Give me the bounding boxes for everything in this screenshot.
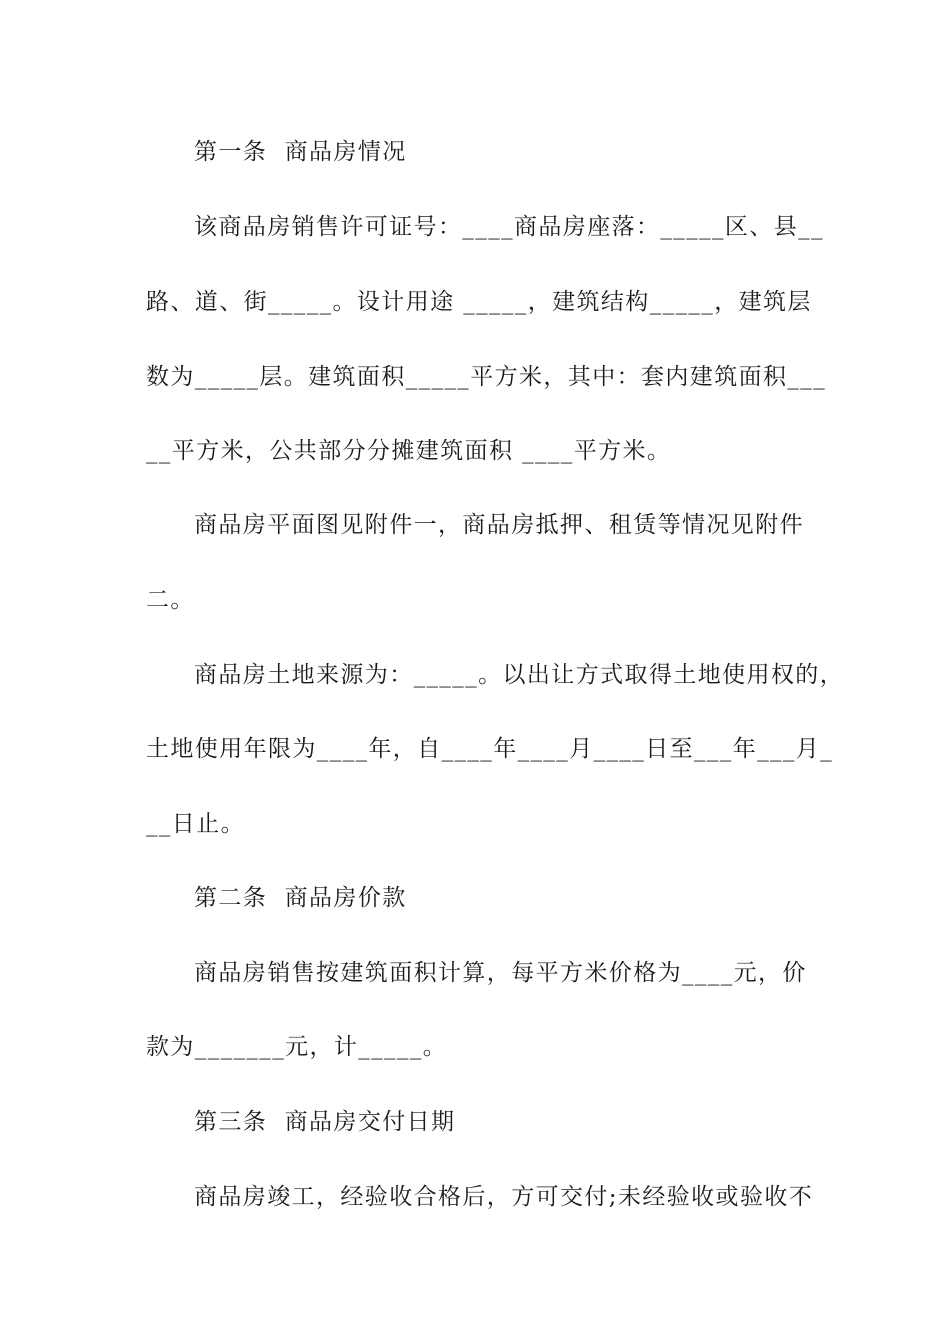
paragraph-line: 商品房竣工，经验收合格后，方可交付;未经验收或验收不 xyxy=(194,1184,814,1210)
paragraph-line: __日止。 xyxy=(146,811,245,837)
paragraph-line: 商品房土地来源为：_____。以出让方式取得土地使用权的， xyxy=(194,662,845,688)
article-1-heading: 第一条 商品房情况 xyxy=(194,139,407,165)
paragraph-line: 数为_____层。建筑面积_____平方米，其中：套内建筑面积___ xyxy=(146,364,827,390)
paragraph-line: 二。 xyxy=(146,587,195,613)
paragraph-line: __平方米，公共部分分摊建筑面积 ____平方米。 xyxy=(146,438,672,464)
paragraph-line: 路、道、街_____。设计用途 _____，建筑结构_____，建筑层 xyxy=(146,289,812,315)
paragraph-line: 商品房销售按建筑面积计算，每平方米价格为____元，价 xyxy=(194,960,807,986)
paragraph-line: 土地使用年限为____年，自____年____月____日至___年___月_ xyxy=(146,736,834,762)
paragraph-line: 款为_______元，计_____。 xyxy=(146,1034,448,1060)
article-3-heading: 第三条 商品房交付日期 xyxy=(194,1109,456,1135)
paragraph-line: 该商品房销售许可证号：____商品房座落：_____区、县__ xyxy=(194,214,824,240)
article-2-heading: 第二条 商品房价款 xyxy=(194,885,407,911)
paragraph-line: 商品房平面图见附件一，商品房抵押、租赁等情况见附件 xyxy=(194,512,804,538)
